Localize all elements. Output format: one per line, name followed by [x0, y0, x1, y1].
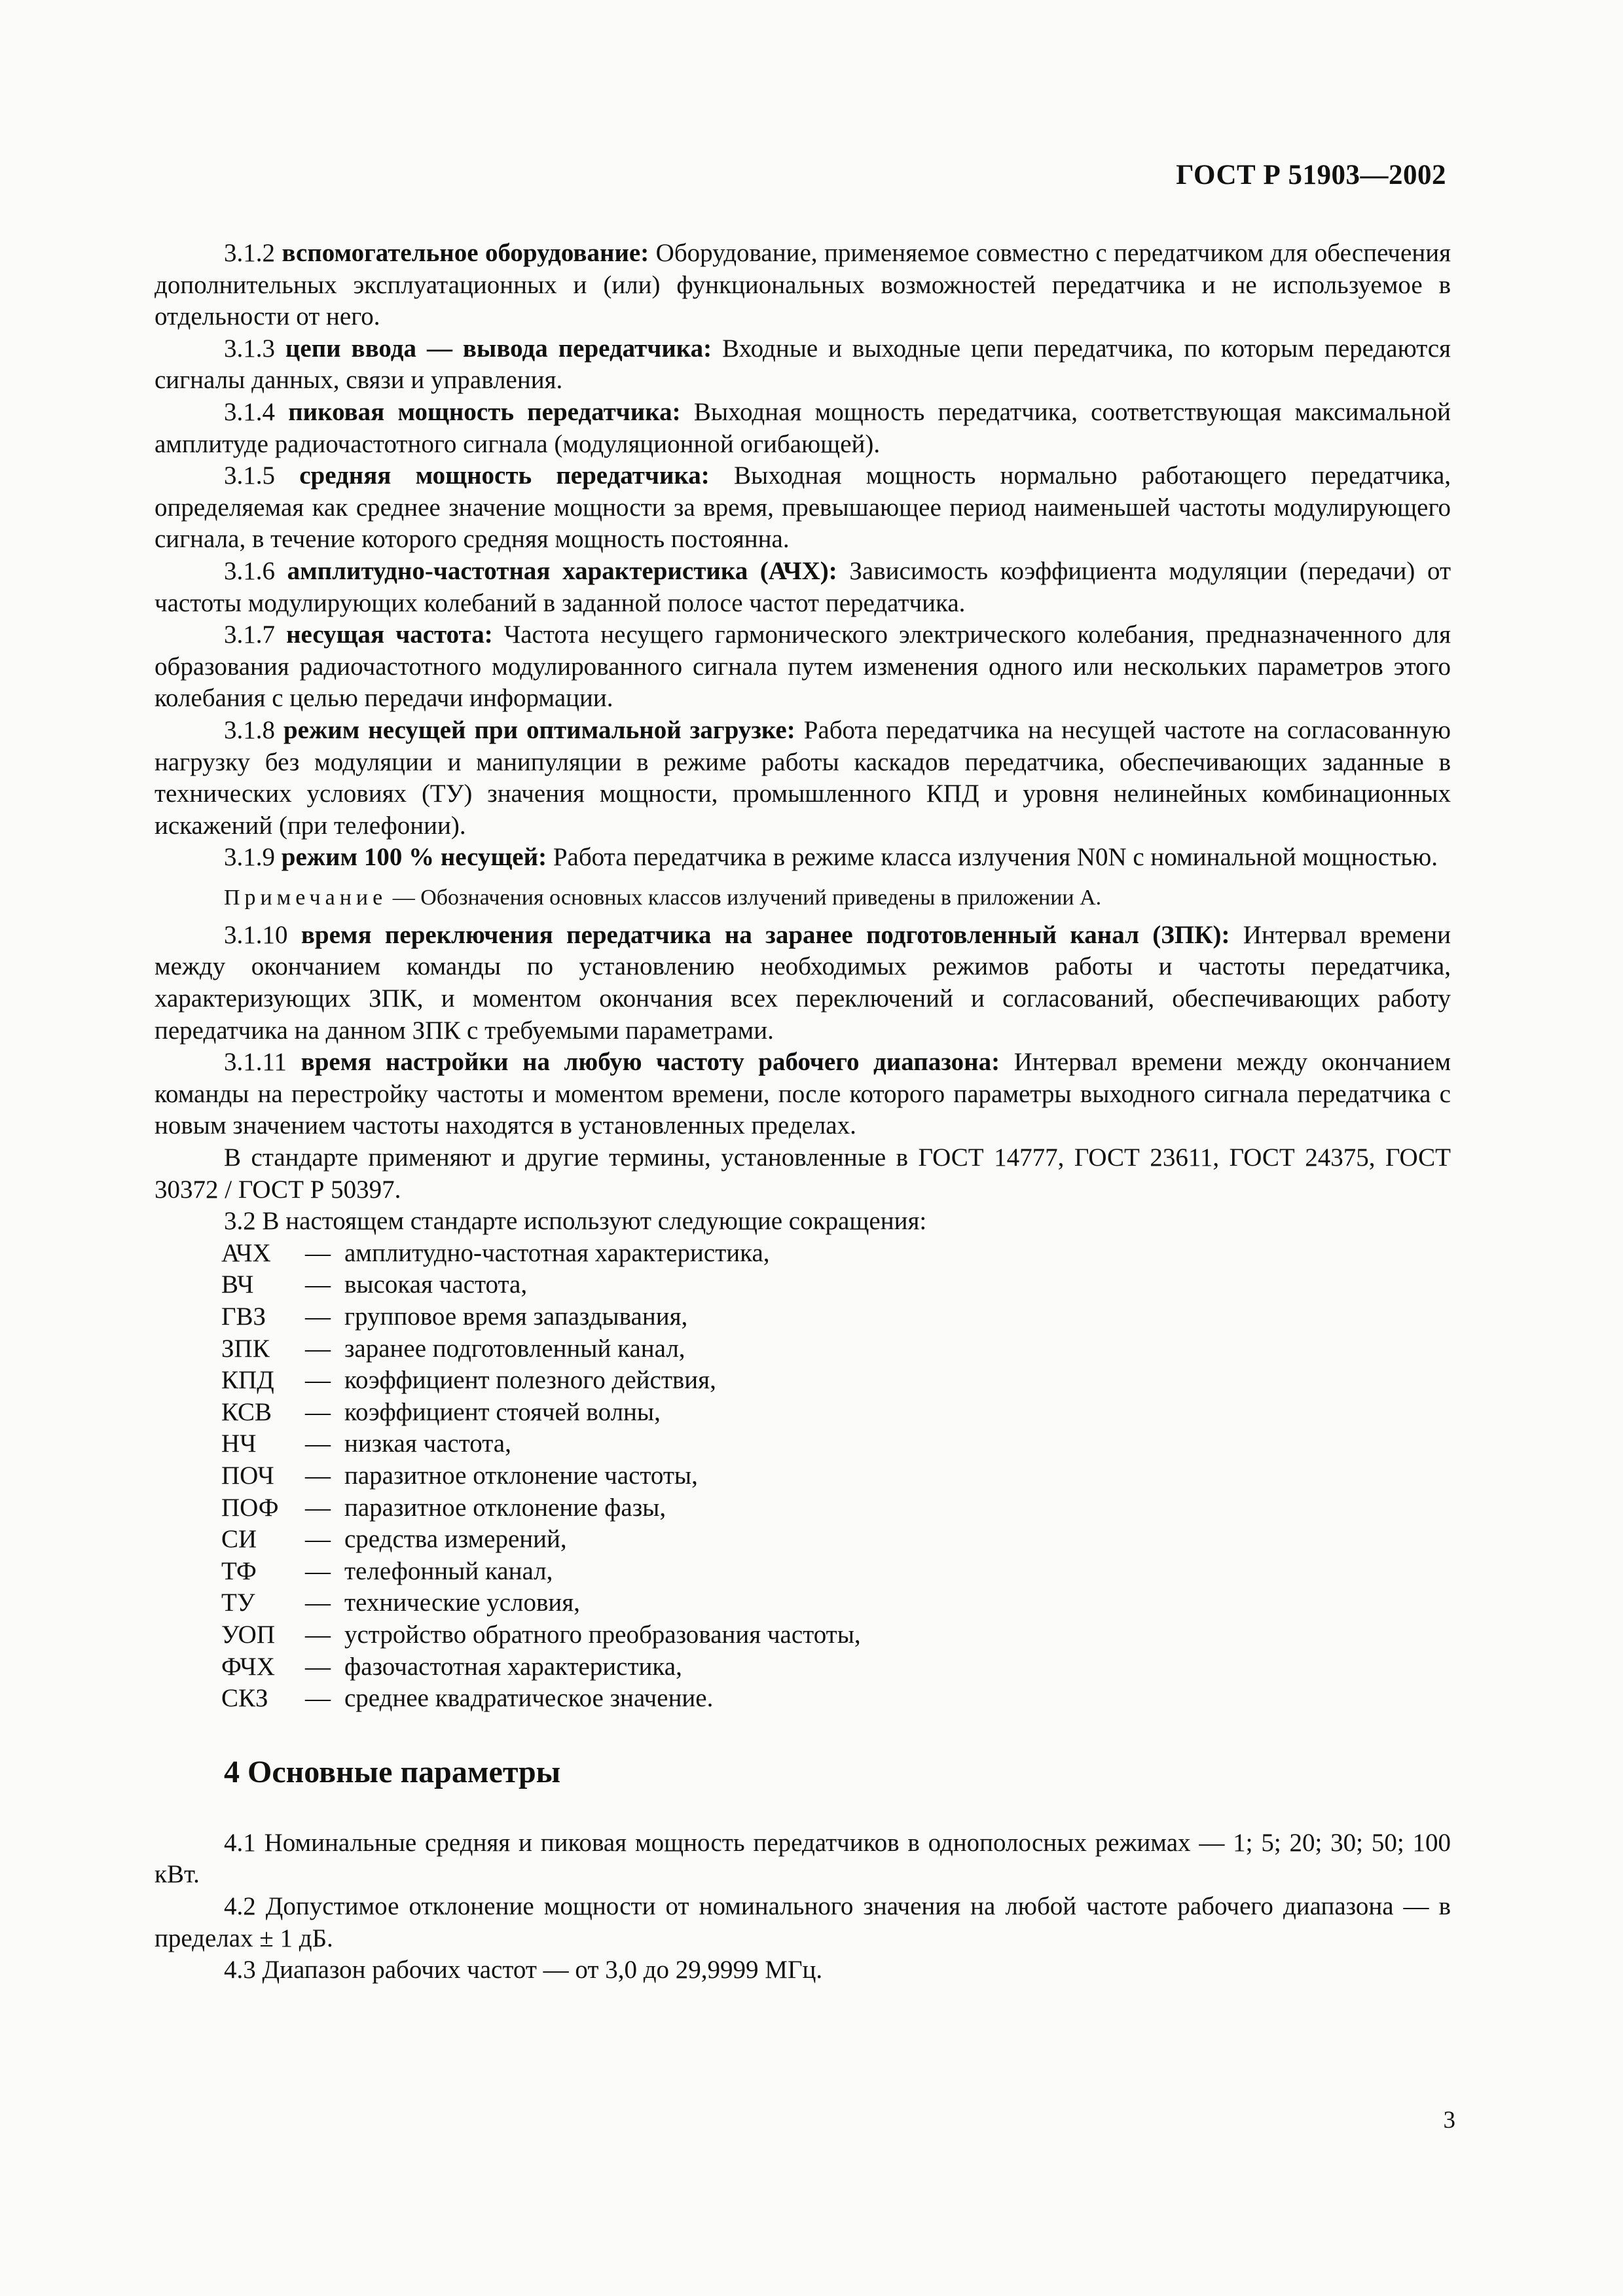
definition-text: Входные и выходные цепи передатчика, по которым передаются сигналы данных, связи и управления.	[155, 334, 1451, 395]
term: вспомогательное оборудование:	[282, 239, 649, 267]
abbreviation: ПОФ	[221, 1493, 279, 1522]
definition-3-1-10	[155, 920, 1451, 1047]
term: режим 100 % несущей:	[281, 843, 547, 872]
clause-4-3: 4.3 Диапазон рабочих частот — от 3,0 до 29,9999 МГц.	[224, 1956, 823, 1984]
term: цепи ввода — вывода передатчика:	[285, 334, 712, 363]
abbreviation: СИ	[221, 1525, 257, 1554]
abbreviation: НЧ	[221, 1429, 257, 1458]
definition-text: Работа передатчика на несущей частоте на согласованную нагрузку без модуляции и манипуляции в режиме работы каскадов передатчика, обеспечивающих заданные в технических условиях (ТУ) значения мощности, промышленного КПД и уровня нелинейных комбинационных искажений (при телефонии).	[155, 715, 1451, 840]
meaning: высокая частота,	[344, 1270, 528, 1299]
meaning: коэффициент стоячей волны,	[344, 1397, 661, 1426]
clause-number: 3.1.7	[224, 620, 275, 649]
meaning: технические условия,	[344, 1588, 580, 1617]
definition-3-1-2	[155, 238, 1451, 333]
clause-number: 3.1.2	[224, 239, 275, 267]
dash: —	[305, 1366, 331, 1395]
dash: —	[305, 1525, 331, 1554]
definition-3-1-9	[155, 842, 1451, 874]
definition-text: Интервал времени между окончанием команды по установлению необходимых режимов работы и частоты передатчика, характеризующих ЗПК, и моментом окончания всех переключений и согласований, обеспечивающих работу передатчика на данном ЗПК с требуемыми параметрами.	[155, 920, 1451, 1045]
list-item	[221, 1683, 1451, 1715]
list-item	[221, 1301, 1451, 1333]
meaning: паразитное отклонение фазы,	[344, 1493, 666, 1522]
list-item	[221, 1524, 1451, 1556]
document-header: ГОСТ Р 51903—2002	[1176, 160, 1446, 190]
abbreviation: ТУ	[221, 1588, 255, 1617]
definition-3-1-11	[155, 1047, 1451, 1142]
abbreviation: СКЗ	[221, 1684, 268, 1713]
clause-number: 3.1.5	[224, 461, 275, 490]
term: несущая частота:	[286, 620, 493, 649]
standards-reference: В стандарте применяют и другие термины, установленные в ГОСТ 14777, ГОСТ 23611, ГОСТ 24375, ГОСТ 30372 / ГОСТ Р 50397.	[155, 1143, 1451, 1204]
abbreviation: ГВЗ	[221, 1302, 266, 1331]
abbreviation: КПД	[221, 1366, 274, 1395]
abbreviations-list	[155, 1238, 1451, 1715]
clause-number: 3.1.4	[224, 397, 275, 426]
term: время переключения передатчика на заранее подготовленный канал (ЗПК):	[301, 920, 1230, 949]
dash: —	[305, 1620, 331, 1649]
dash: —	[305, 1556, 331, 1585]
definition-text: Зависимость коэффициента модуляции (передачи) от частоты модулирующих колебаний в заданной полосе частот передатчика.	[155, 556, 1451, 617]
abbreviation: ТФ	[221, 1556, 257, 1585]
term: пиковая мощность передатчика:	[288, 397, 681, 426]
definition-3-1-8	[155, 715, 1451, 842]
dash: —	[305, 1397, 331, 1426]
meaning: средства измерений,	[344, 1525, 567, 1554]
meaning: устройство обратного преобразования частоты,	[344, 1620, 861, 1649]
list-item	[221, 1397, 1451, 1429]
abbreviation: ЗПК	[221, 1334, 270, 1363]
abbreviation: ФЧХ	[221, 1652, 275, 1681]
dash: —	[305, 1429, 331, 1458]
note-label: Примечание	[224, 885, 388, 910]
abbreviation: УОП	[221, 1620, 275, 1649]
term: режим несущей при оптимальной загрузке:	[283, 715, 795, 744]
list-item	[221, 1556, 1451, 1588]
page-number: 3	[1443, 2107, 1455, 2134]
meaning: низкая частота,	[344, 1429, 511, 1458]
list-item	[221, 1238, 1451, 1270]
definition-3-1-7	[155, 619, 1451, 715]
list-item	[221, 1365, 1451, 1397]
dash: —	[305, 1652, 331, 1681]
section-title: 4 Основные параметры	[224, 1754, 561, 1789]
document-body	[155, 238, 1451, 1986]
abbreviation: ВЧ	[221, 1270, 254, 1299]
dash: —	[305, 1334, 331, 1363]
term: средняя мощность передатчика:	[299, 461, 710, 490]
definition-text: Выходная мощность передатчика, соответствующая максимальной амплитуде радиочастотного сигнала (модуляционной огибающей).	[155, 397, 1451, 458]
meaning: среднее квадратическое значение.	[344, 1684, 714, 1713]
note	[155, 883, 1451, 913]
meaning: паразитное отклонение частоты,	[344, 1461, 698, 1490]
list-item	[221, 1428, 1451, 1460]
definition-text: Интервал времени между окончанием команды на перестройку частоты и моментом времени, после которого параметры выходного сигнала передатчика с новым значением частоты находятся в установленных пределах.	[155, 1048, 1451, 1140]
definition-3-1-5	[155, 460, 1451, 556]
clause-number: 3.1.6	[224, 556, 275, 585]
clause-number: 3.1.3	[224, 334, 275, 363]
definition-text: Выходная мощность нормально работающего передатчика, определяемая как среднее значение мощности за время, превышающее период наименьшей частоты модулирующего сигнала, в течение которого средняя мощность постоянна.	[155, 461, 1451, 554]
clause-number: 3.1.10	[224, 920, 288, 949]
clause-4-2: 4.2 Допустимое отклонение мощности от номинального значения на любой частоте рабочего диапазона — в пределах ± 1 дБ.	[155, 1892, 1451, 1952]
dash: —	[305, 1270, 331, 1299]
definition-text: Частота несущего гармонического электрического колебания, предназначенного для образования радиочастотного модулированного сигнала путем изменения одного или нескольких параметров этого колебания с целью передачи информации.	[155, 620, 1451, 713]
abbreviation: АЧХ	[221, 1238, 271, 1267]
dash: —	[305, 1302, 331, 1331]
abbreviation: КСВ	[221, 1397, 272, 1426]
definition-text: Оборудование, применяемое совместно с передатчиком для обеспечения дополнительных эксплуатационных и (или) функциональных возможностей передатчика и не используемое в отдельности от него.	[155, 239, 1451, 331]
list-item	[221, 1333, 1451, 1365]
list-item	[221, 1619, 1451, 1651]
definition-text: Работа передатчика в режиме класса излучения N0N с номинальной мощностью.	[553, 843, 1438, 872]
meaning: фазочастотная характеристика,	[344, 1652, 682, 1681]
dash: —	[305, 1684, 331, 1713]
abbreviation: ПОЧ	[221, 1461, 274, 1490]
term: время настройки на любую частоту рабочего диапазона:	[301, 1048, 1000, 1077]
term: амплитудно-частотная характеристика (АЧХ):	[287, 556, 837, 585]
meaning: телефонный канал,	[344, 1556, 553, 1585]
meaning: коэффициент полезного действия,	[344, 1366, 716, 1395]
list-item	[221, 1651, 1451, 1683]
dash: —	[305, 1588, 331, 1617]
list-item	[221, 1587, 1451, 1619]
dash: —	[305, 1461, 331, 1490]
clause-number: 3.1.9	[224, 843, 275, 872]
list-item	[221, 1460, 1451, 1492]
definition-3-1-4	[155, 397, 1451, 460]
list-item	[221, 1269, 1451, 1301]
definition-3-1-6	[155, 556, 1451, 619]
meaning: амплитудно-частотная характеристика,	[344, 1238, 770, 1267]
note-text: — Обозначения основных классов излучений приведены в приложении А.	[387, 885, 1102, 910]
clause-number: 3.1.8	[224, 715, 275, 744]
dash: —	[305, 1493, 331, 1522]
abbreviations-intro: 3.2 В настоящем стандарте используют следующие сокращения:	[224, 1207, 927, 1236]
meaning: заранее подготовленный канал,	[344, 1334, 685, 1363]
list-item	[221, 1492, 1451, 1524]
definition-3-1-3	[155, 333, 1451, 397]
dash: —	[305, 1238, 331, 1267]
clause-4-1: 4.1 Номинальные средняя и пиковая мощность передатчиков в однополосных режимах — 1; 5; 20; 30; 50; 100 кВт.	[155, 1828, 1451, 1889]
clause-number: 3.1.11	[224, 1048, 287, 1077]
meaning: групповое время запаздывания,	[344, 1302, 688, 1331]
